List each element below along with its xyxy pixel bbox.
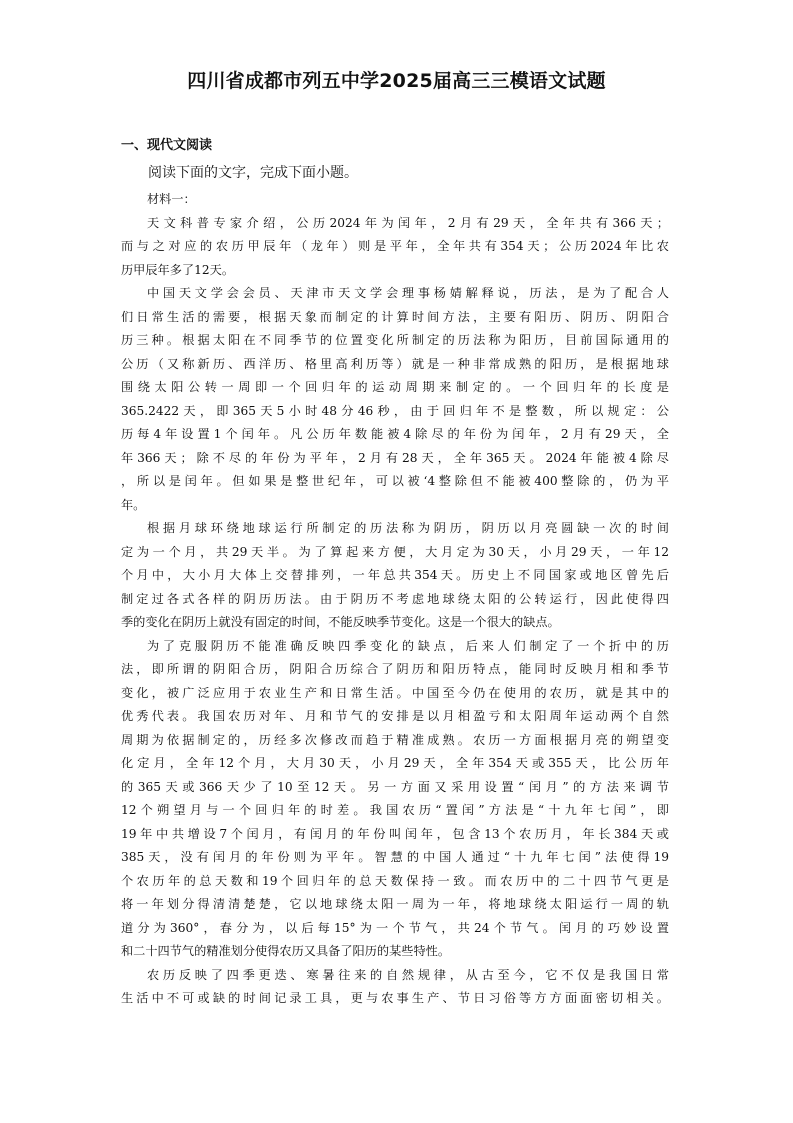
passage-line: 变化，被广泛应用于农业生产和日常生活。中国至今仍在使用的农历，就是其中的: [121, 685, 669, 700]
passage-line: 制定过各式各样的阴历历法。由于阴历不考虑地球绕太阳的公转运行，因此使得四: [121, 591, 669, 606]
passage-line: 公历（又称新历、西洋历、格里高利历等）就是一种非常成熟的阳历，是根据地球: [121, 356, 669, 371]
passage-line: 们日常生活的需要，根据天象而制定的计算时间方法，主要有阳历、阴历、阴阳合: [121, 309, 669, 324]
passage-line: 年。: [121, 497, 146, 512]
passage-line: 个月中，大小月大体上交替排列，一年总共354天。历史上不同国家或地区曾先后: [121, 568, 669, 582]
passage-line: 农历反映了四季更迭、寒暑往来的自然规律，从古至今，它不仅是我国日常: [147, 967, 669, 982]
passage-line: 12个朔望月与一个回归年的时差。我国农历“置闰”方法是“十九年七闰”，即: [121, 803, 669, 817]
passage-line: 根据月球环绕地球运行所制定的历法称为阴历，阴历以月亮圆缺一次的时间: [147, 521, 669, 535]
passage-line: 化定月，全年12个月，大月30天，小月29天，全年354天或355天，比公历年: [121, 756, 669, 770]
passage-line: ，所以是闰年。但如果是整世纪年，可以被‘4整除但不能被400整除的，仍为平: [121, 474, 669, 488]
passage-line: 385天，没有闰月的年份则为平年。智慧的中国人通过“十九年七闰”法使得19: [121, 850, 669, 864]
passage-line: 年366天；除不尽的年份为平年，2月有28天，全年365天。2024年能被4除尽: [121, 450, 669, 465]
passage-line: 中国天文学会会员、天津市天文学会理事杨婧解释说，历法，是为了配合人: [147, 286, 669, 300]
section-heading: 一、现代文阅读: [121, 138, 213, 153]
instruction-text: 阅读下面的文字，完成下面小题。: [148, 165, 358, 181]
passage-line: 和二十四节气的精准划分使得农历又具备了阳历的某些特性。: [121, 944, 451, 958]
passage-line: 历三种。根据太阳在不同季节的位置变化所制定的历法称为阳历，目前国际通用的: [121, 333, 669, 347]
passage-line: 365.2422天，即365天5小时48分46秒，由于回归年不是整数，所以规定：公: [121, 403, 669, 418]
passage-line: 历甲辰年多了12天。: [121, 262, 235, 277]
passage-line: 的365天或366天少了10至12天。另一方面又采用设置“闰月”的方法来调节: [121, 779, 669, 794]
passage-body: [121, 188, 669, 1011]
passage-line: 优秀代表。我国农历对年、月和节气的安排是以月相盈亏和太阳周年运动两个自然: [121, 709, 669, 723]
passage-line: 定为一个月，共29天半。为了算起来方便，大月定为30天，小月29天，一年12: [121, 544, 669, 559]
passage-line: 历每4年设置1个闰年。凡公历年数能被4除尽的年份为闰年，2月有29天，全: [121, 427, 669, 441]
passage-line: 道分为360°，春分为，以后每15°为一个节气，共24个节气。闰月的巧妙设置: [121, 920, 669, 935]
passage-line: 为了克服阴历不能准确反映四季变化的缺点，后来人们制定了一个折中的历: [147, 638, 669, 653]
passage-line: 材料一：: [147, 192, 196, 206]
passage-line: 而与之对应的农历甲辰年（龙年）则是平年，全年共有354天；公历2024年比农: [121, 239, 669, 253]
passage-line: 周期为依据制定的，历经多次修改而趋于精准成熟。农历一方面根据月亮的朔望变: [121, 732, 669, 747]
passage-line: 生活中不可或缺的时间记录工具，更与农事生产、节日习俗等方方面面密切相关。: [121, 991, 669, 1005]
passage-line: 19年中共增设7个闰月，有闰月的年份叫闰年，包含13个农历月，年长384天或: [121, 826, 669, 841]
page-title: 四川省成都市列五中学2025届高三三模语文试题: [187, 70, 606, 92]
passage-line: 天文科普专家介绍，公历2024年为闰年，2月有29天，全年共有366天；: [147, 215, 669, 230]
passage-line: 围绕太阳公转一周即一个回归年的运动周期来制定的。一个回归年的长度是: [121, 380, 669, 394]
passage-line: 个农历年的总天数和19个回归年的总天数保持一致。而农历中的二十四节气更是: [121, 873, 669, 888]
passage-line: 将一年划分得清清楚楚，它以地球绕太阳一周为一年，将地球绕太阳运行一周的轨: [121, 897, 669, 911]
passage-line: 季的变化在阴历上就没有固定的时间，不能反映季节变化。这是一个很大的缺点。: [121, 615, 560, 629]
passage-line: 法，即所谓的阴阳合历，阴阳合历综合了阴历和阳历特点，能同时反映月相和季节: [121, 662, 669, 676]
